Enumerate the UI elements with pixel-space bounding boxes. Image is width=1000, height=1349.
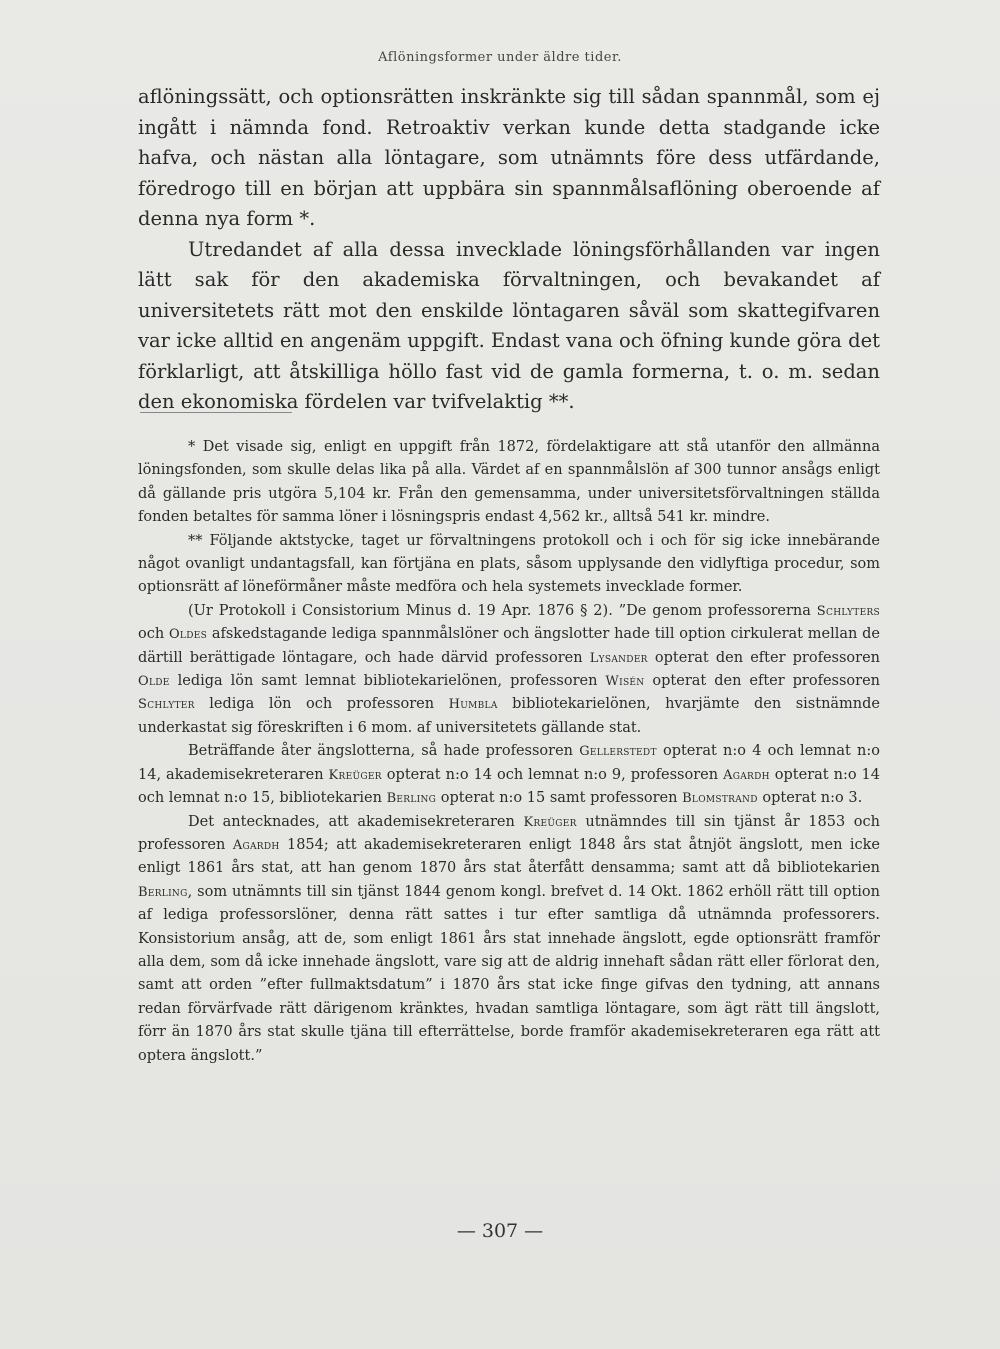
footnotes	[138, 436, 880, 1068]
quote-text: Beträffande åter ängslotterna, så hade professoren	[188, 743, 580, 760]
person-name: Humbla	[448, 697, 498, 713]
quote-text: bibliotekarielönen, hvarjämte den sistnämnde underkastat sig föreskriften i 6 mom. af universitetets gällande stat.	[138, 696, 880, 736]
quote-paragraph-3	[138, 811, 880, 1068]
quote-text: afskedstagande lediga spannmålslöner och ängslotter hade till option cirkulerat mellan de därtill berättigade löntagare, och hade därvid professoren	[138, 626, 880, 666]
running-head: Aflöningsformer under äldre tider.	[378, 50, 622, 65]
footnote-separator	[140, 412, 292, 413]
quote-text: opterat n:o 4 och lemnat n:o 14, akademisekreteraren	[138, 743, 881, 783]
quote-text: opterat n:o 14 och lemnat n:o 9, professoren	[381, 766, 724, 783]
person-name: Lysander	[589, 650, 648, 666]
person-name: Wisén	[605, 674, 645, 690]
quote-text: opterat den efter professoren	[644, 673, 880, 690]
quote-text: opterat n:o 15 samt professoren	[436, 790, 683, 807]
quote-text: lediga lön samt lemnat bibliotekarielönen, professoren	[169, 673, 606, 690]
quote-text: och	[138, 626, 169, 643]
person-name: Schlyter	[138, 697, 195, 713]
quote-text: opterat den efter professoren	[647, 649, 880, 666]
person-name: Schlyters	[816, 603, 880, 619]
person-name: Kreüger	[523, 814, 577, 830]
footnote-1: * Det visade sig, enligt en uppgift från 1872, fördelaktigare att stå utanför den allmänna löningsfonden, som skulle delas lika på alla. Värdet af en spannmålslön af 300 tunnor ansågs enligt då gällande pris utgöra 5,104 kr. Från den gemensamma, under universitetsförvaltningen ställda fonden betaltes för samma löner i lösningspris endast 4,562 kr., alltså 541 kr. mindre.	[138, 439, 880, 526]
person-name: Olde	[138, 674, 170, 690]
person-name: Kreüger	[328, 767, 382, 783]
quote-text: opterat n:o 3.	[757, 790, 863, 807]
quote-paragraph-1	[138, 600, 880, 740]
person-name: Agardh	[232, 837, 280, 853]
quote-text: (Ur Protokoll i Consistorium Minus d. 19 Apr. 1876 § 2). ”De genom professorerna	[188, 602, 817, 619]
footnote-2: ** Följande aktstycke, taget ur förvaltningens protokoll och i och för sig icke innebärande något ovanligt undantagsfall, kan förtjäna en plats, såsom upplysande den vidlyftiga procedur, som optionsrätt af löneförmåner måste medföra och hela systemets invecklade former.	[138, 532, 880, 596]
person-name: Blomstrand	[682, 791, 758, 807]
quote-paragraph-2	[138, 740, 880, 810]
page-number: — 307 —	[456, 1220, 544, 1242]
person-name: Berling	[386, 791, 437, 807]
paragraph-2: Utredandet af alla dessa invecklade löningsförhållanden var ingen lätt sak för den akademiska förvaltningen, och bevakandet af universitetets rätt mot den enskilde löntagaren såväl som skattegifvaren var icke alltid en angenäm uppgift. Endast vana och öfning kunde göra det förklarligt, att åtskilliga höllo fast vid de gamla formerna, t. o. m. sedan den ekonomiska fördelen var tvifvelaktig **.	[138, 237, 880, 413]
quote-text: utnämndes till sin tjänst år 1853 och professoren	[138, 813, 880, 853]
person-name: Agardh	[723, 767, 770, 783]
paragraph-1: aflöningssätt, och optionsrätten inskränkte sig till sådan spannmål, som ej ingått i nämnda fond. Retroaktiv verkan kunde detta stadgande icke hafva, och nästan alla löntagare, som utnämnts före dess utfärdande, föredrogo till en början att uppbära sin spannmålsaflöning oberoende af denna nya form *.	[138, 85, 880, 230]
quote-text: 1854; att akademisekreteraren enligt 1848 års stat åtnjöt ängslott, men icke enligt 1861 års stat, att han genom 1870 års stat återfått densamma; samt att då bibliotekarien	[138, 836, 880, 877]
quote-text: Det antecknades, att akademisekreteraren	[188, 813, 524, 830]
quote-text: , som utnämnts till sin tjänst 1844 genom kongl. brefvet d. 14 Okt. 1862 erhöll rätt till option af lediga professorslöner, denna rätt sattes i tur efter samtliga då utnämnda professorers. Konsistorium ansåg, att de, som enligt 1861 års stat innehade ängslott, egde optionsrätt framför alla dem, som då icke innehade ängslott, vare sig att de aldrig innehaft sådan rätt eller förlorat den, samt att orden ”efter fullmaktsdatum” i 1870 års stat icke finge gifvas den tydning, att annans redan förvärfvade rätt därigenom kränktes, hvadan samtliga löntagare, som ägt rätt till ängslott, förr än 1870 års stat skulle tjäna till efterrättelse, borde framför akademisekreteraren ega rätt att optera ängslott.”	[138, 883, 880, 1064]
quote-text: lediga lön och professoren	[194, 696, 449, 713]
person-name: Gellerstedt	[579, 744, 657, 760]
main-text	[138, 82, 880, 418]
person-name: Berling	[138, 884, 188, 900]
person-name: Oldes	[168, 627, 208, 643]
quote-text: opterat n:o 14 och lemnat n:o 15, bibliotekarien	[138, 766, 880, 807]
